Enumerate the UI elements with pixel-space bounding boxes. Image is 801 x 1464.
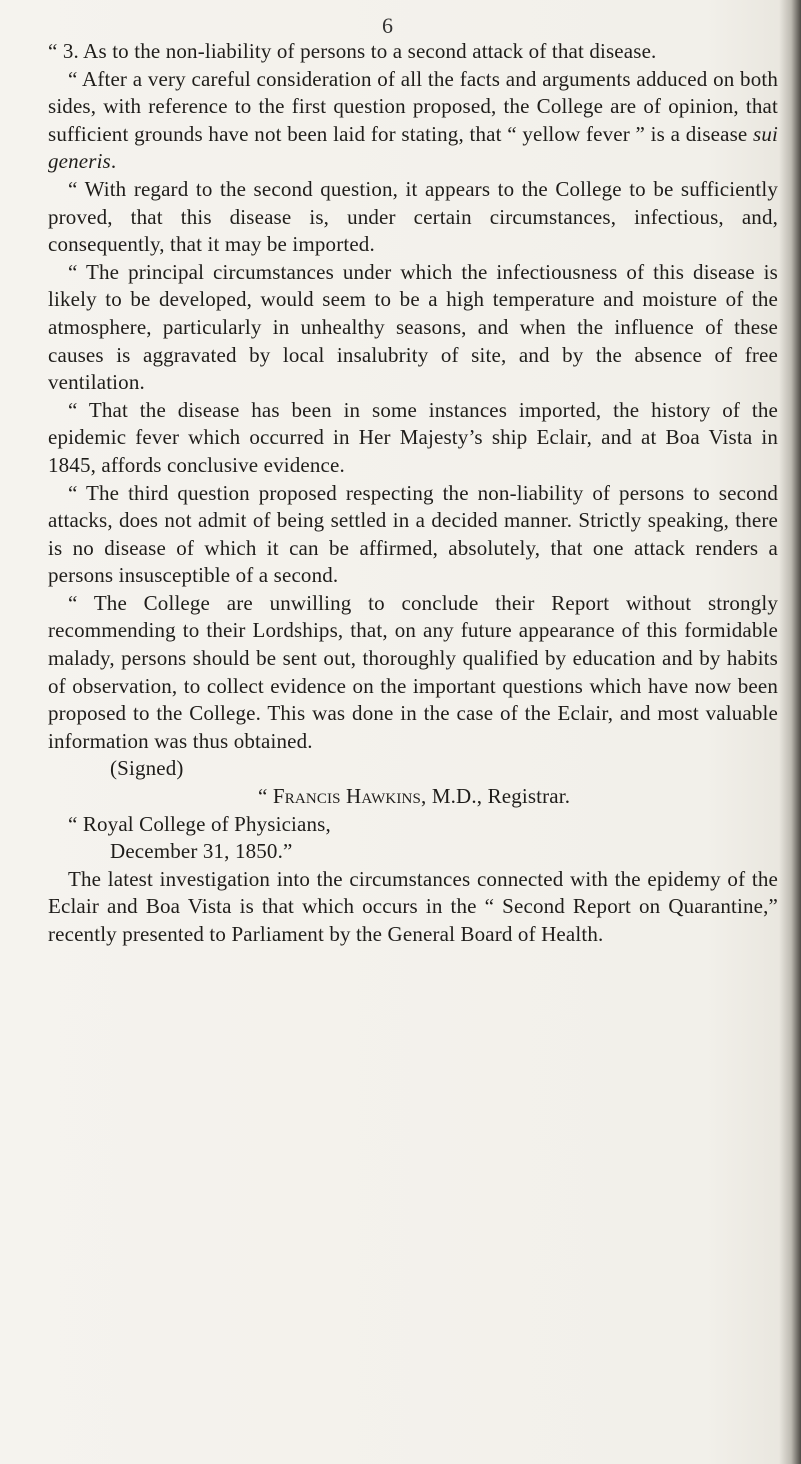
signature-signed: (Signed) [110, 756, 184, 781]
paragraph-importation: “ That the disease has been in some instances imported, the history of the epidemic fever which occurred in Her Majesty’s ship Eclair, and at Boa Vista in 1845, affords conclusive evidence. [48, 397, 778, 477]
paragraph-second-question: “ With regard to the second question, it appears to the College to be sufficiently proved, that this disease is, under certain circumstances, infectious, and, consequently, that it may be imported. [48, 176, 778, 257]
paragraph-recommendation: “ The College are unwilling to conclude their Report without strongly recommending to their Lordships, that, on any future appearance of this formidable malady, persons should be sent out, thoroughly qualified by education and by habits of observation, to collect evidence on the important questions which have now been proposed to the College. This was done in the case of the Eclair, and most valuable information was thus obtained. [48, 590, 778, 753]
signature-name-line [48, 783, 778, 811]
paragraph-closing: The latest investigation into the circumstances connected with the epidemy of the Eclair and Boa Vista is that which occurs in the “ Second Report on Quarantine,” recently presented to Parliament by the General Board of Health. [48, 866, 778, 946]
paragraph-circumstances: “ The principal circumstances under which the infectiousness of this disease is likely to be developed, would seem to be a high temperature and moisture of the atmosphere, particularly in unhealthy seasons, and when the influence of these causes is aggravated by local insalubrity of site, and by the absence of free ventilation. [48, 259, 778, 395]
signature-title: , M.D., Registrar. [421, 784, 571, 809]
page-text [48, 38, 778, 949]
page-number: 6 [382, 13, 393, 38]
latin-phrase: sui generis [48, 121, 778, 174]
signature-open-quote: “ [258, 784, 273, 809]
signature-date: December 31, 1850.” [110, 839, 293, 864]
paragraph-first-question: “ After a very careful consideration of all the facts and arguments adduced on both sides, with reference to the first question proposed, the College are of opinion, that sufficient grounds have not been laid for stating, that “ yellow fever ” is a disease sui generis. [48, 66, 778, 174]
signature-name: Francis Hawkins [272, 784, 422, 809]
paragraph-question-three: “ 3. As to the non-liability of persons to a second attack of that disease. [48, 39, 657, 63]
signature-institution: “ Royal College of Physicians, [68, 811, 331, 836]
paragraph-third-question: “ The third question proposed respecting the non-liability of persons to second attacks, does not admit of being settled in a decided manner. Strictly speaking, there is no disease of which it can be affirmed, absolutely, that one attack renders a persons insusceptible of a second. [48, 480, 778, 588]
page-edge-shadow [779, 0, 801, 1464]
